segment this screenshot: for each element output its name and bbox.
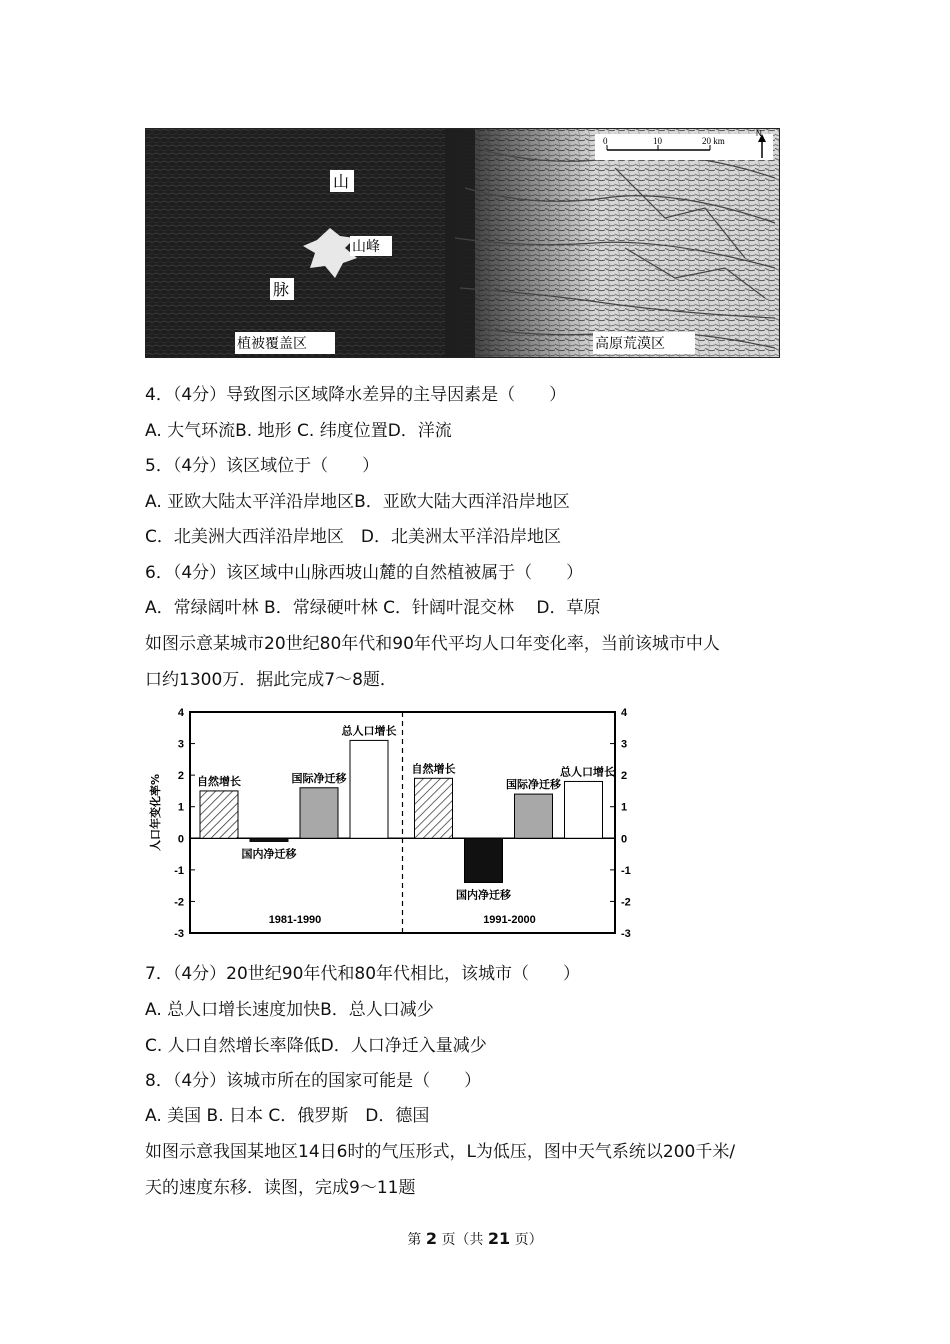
y-tick-label-left: 4 xyxy=(177,707,184,719)
scale-label-10: 10 xyxy=(653,136,662,146)
map-label-mountain-1: 山 xyxy=(333,172,350,191)
bar xyxy=(250,838,288,841)
y-tick-label-right: 2 xyxy=(621,770,628,783)
intro-9-11-line-1: 如图示意我国某地区14日6时的气压形式，L为低压，图中天气系统以200千米/ xyxy=(145,1142,736,1162)
footer-suffix: 页） xyxy=(514,1232,543,1248)
bar-label: 国内净迁移 xyxy=(241,847,297,861)
bar xyxy=(515,794,553,838)
y-tick-label-right: 1 xyxy=(621,801,628,814)
question-8-options: A. 美国 B. 日本 C．俄罗斯 D．德国 xyxy=(145,1106,430,1126)
page-footer xyxy=(0,1229,950,1249)
bar-label: 总人口增长 xyxy=(341,724,397,738)
bar-label: 自然增长 xyxy=(197,774,241,788)
question-4-options: A. 大气环流B. 地形 C. 纬度位置D．洋流 xyxy=(145,421,452,441)
footer-prefix: 第 xyxy=(407,1232,422,1248)
bar xyxy=(200,791,238,838)
question-5: 5．（4分）该区域位于（ ） xyxy=(145,456,380,476)
question-7-options-1: A. 总人口增长速度加快B．总人口减少 xyxy=(145,1000,434,1020)
bar-label: 自然增长 xyxy=(411,762,456,776)
y-tick-label-left: 2 xyxy=(177,770,184,783)
bar-label: 国际净迁移 xyxy=(291,771,347,785)
bar-label: 国内净迁移 xyxy=(456,888,511,902)
y-tick-label-left: -1 xyxy=(174,864,184,877)
scale-label-0: 0 xyxy=(603,136,608,146)
map-label-mountain-2: 脉 xyxy=(273,280,290,299)
y-tick-label-right: 4 xyxy=(621,707,628,719)
population-change-chart xyxy=(145,700,645,945)
y-tick-label-left: -3 xyxy=(174,928,184,940)
question-7: 7．（4分）20世纪90年代和80年代相比，该城市（ ） xyxy=(145,964,581,984)
y-tick-label-left: 0 xyxy=(177,833,184,846)
y-tick-label-left: 3 xyxy=(177,738,184,751)
footer-page-number: 2 xyxy=(425,1229,437,1248)
map-label-desert-zone: 高原荒漠区 xyxy=(595,337,665,352)
bar xyxy=(565,781,603,838)
question-7-options-2: C. 人口自然增长率降低D．人口净迁入量减少 xyxy=(145,1036,487,1056)
y-tick-label-right: -2 xyxy=(621,896,631,909)
intro-9-11-line-2: 天的速度东移．读图，完成9～11题 xyxy=(145,1178,416,1198)
footer-mid: 页（共 xyxy=(441,1232,484,1248)
bar xyxy=(350,740,388,838)
intro-7-8-line-2: 口约1300万．据此完成7～8题． xyxy=(145,670,397,690)
bar xyxy=(465,838,503,882)
y-tick-label-right: -1 xyxy=(621,864,631,877)
period-label: 1991-2000 xyxy=(483,914,536,926)
north-label: N xyxy=(756,129,762,138)
question-5-options-1: A. 亚欧大陆太平洋沿岸地区B．亚欧大陆大西洋沿岸地区 xyxy=(145,492,570,512)
y-tick-label-right: 0 xyxy=(621,833,628,846)
footer-total-pages: 21 xyxy=(487,1229,511,1248)
y-tick-label-left: -2 xyxy=(174,896,184,909)
bar xyxy=(415,778,453,838)
period-label: 1981-1990 xyxy=(268,914,322,926)
map-label-peak: 山峰 xyxy=(352,239,380,255)
satellite-map xyxy=(145,128,780,358)
y-tick-label-right: 3 xyxy=(621,738,628,751)
map-label-vegetation-zone: 植被覆盖区 xyxy=(237,336,307,352)
question-8: 8．（4分）该城市所在的国家可能是（ ） xyxy=(145,1071,482,1091)
bar-label: 国际净迁移 xyxy=(506,778,561,792)
question-4: 4．（4分）导致图示区域降水差异的主导因素是（ ） xyxy=(145,385,567,405)
y-tick-label-left: 1 xyxy=(177,801,184,814)
y-axis-label: 人口年变化率% xyxy=(149,773,162,852)
y-tick-label-right: -3 xyxy=(621,928,631,940)
scale-label-20: 20 km xyxy=(702,136,725,146)
question-5-options-2: C．北美洲大西洋沿岸地区 D．北美洲太平洋沿岸地区 xyxy=(145,527,561,547)
question-6: 6．（4分）该区域中山脉西坡山麓的自然植被属于（ ） xyxy=(145,563,584,583)
question-6-options: A．常绿阔叶林 B．常绿硬叶林 C．针阔叶混交林 D．草原 xyxy=(145,598,601,618)
bar xyxy=(300,788,338,839)
intro-7-8-line-1: 如图示意某城市20世纪80年代和90年代平均人口年变化率，当前该城市中人 xyxy=(145,634,720,654)
bar-label: 总人口增长 xyxy=(560,765,615,779)
